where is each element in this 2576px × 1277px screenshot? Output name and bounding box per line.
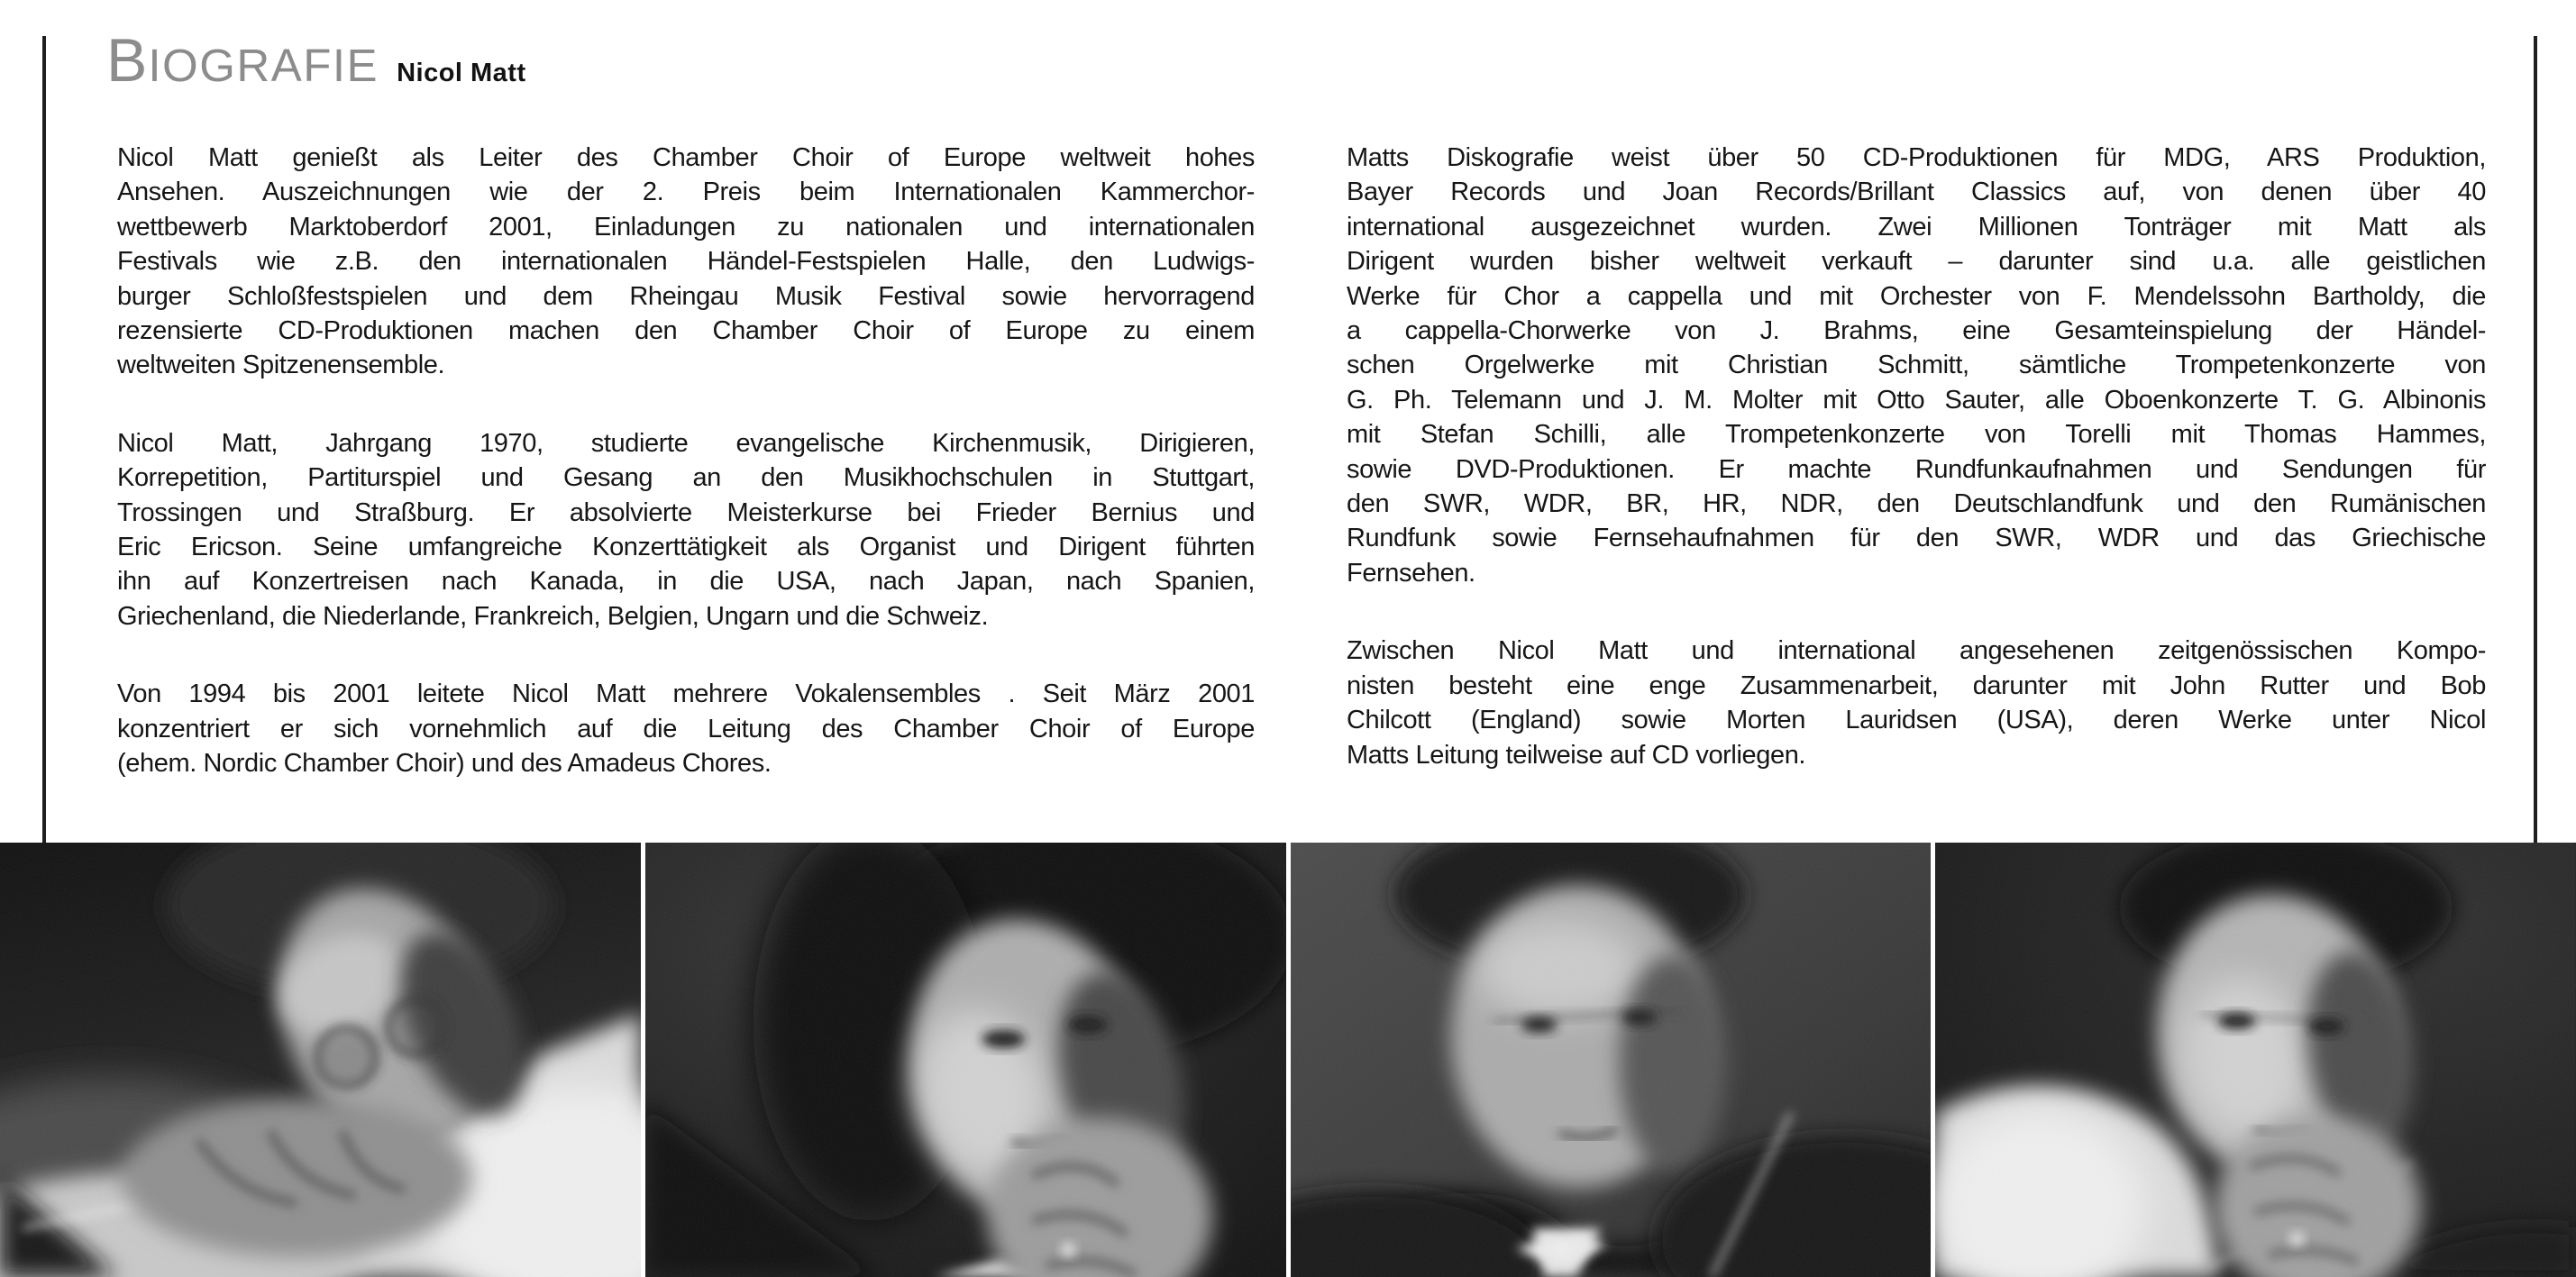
text-line: Zwischen Nicol Matt und international angesehenen zeitgenössischen Kompo- <box>1347 636 2486 666</box>
paragraph <box>1347 634 2486 772</box>
text-line: a cappella-Chorwerke von J. Brahms, eine Gesamteinspielung der Händel- <box>1347 316 2486 346</box>
text-line: Chilcott (England) sowie Morten Lauridsen (USA), deren Werke unter Nicol <box>1347 706 2486 735</box>
photo-4 <box>1935 843 2576 1277</box>
photo-2 <box>645 843 1286 1277</box>
text-line: Bayer Records und Joan Records/Brillant Classics auf, von denen über 40 <box>1347 178 2486 207</box>
text-line: Rundfunk sowie Fernsehaufnahmen für den SWR, WDR und das Griechische <box>1347 524 2486 553</box>
text-line: Von 1994 bis 2001 leitete Nicol Matt mehrere Vokalensembles . Seit März 2001 <box>117 680 1255 709</box>
text-line: burger Schloßfestspielen und dem Rheingau Musik Festival sowie hervorragend <box>117 281 1255 311</box>
portrait-tailcoat-bowtie <box>1291 843 1932 1277</box>
text-line: Festivals wie z.B. den internationalen Händel-Festspielen Halle, den Ludwigs- <box>117 247 1255 277</box>
text-line: wettbewerb Marktoberdorf 2001, Einladungen zu nationalen und internationalen <box>117 212 1255 242</box>
text-line: nisten besteht eine enge Zusammenarbeit, darunter mit John Rutter und Bob <box>1347 670 2486 700</box>
paragraph <box>117 426 1255 634</box>
right-vertical-rule <box>2534 36 2537 843</box>
text-line: rezensierte CD-Produktionen machen den Chamber Choir of Europe zu einem <box>117 316 1255 346</box>
right-column <box>1347 141 2486 772</box>
photo-strip <box>0 843 2576 1277</box>
text-line: Korrepetition, Partiturspiel und Gesang an den Musikhochschulen in Stuttgart, <box>117 463 1255 493</box>
text-line: Ansehen. Auszeichnungen wie der 2. Preis beim Internationalen Kammerchor- <box>117 178 1255 207</box>
portrait-white-shirt-baton <box>1935 843 2576 1277</box>
text-line: schen Orgelwerke mit Christian Schmitt, sämtliche Trompetenkonzerte von <box>1347 351 2486 380</box>
text-line: Matts Diskografie weist über 50 CD-Produktionen für MDG, ARS Produktion, <box>1347 143 2486 172</box>
page-title <box>106 25 526 96</box>
subtitle: Nicol Matt <box>397 59 526 87</box>
text-line: Eric Ericson. Seine umfangreiche Konzerttätigkeit als Organist und Dirigent führten <box>117 533 1255 562</box>
text-line: Fernsehen. <box>1347 558 1475 588</box>
text-line: Werke für Chor a cappella und mit Orchester von F. Mendelssohn Bartholdy, die <box>1347 281 2486 311</box>
text-line: Dirigent wurden bisher weltweit verkauft – darunter sind u.a. alle geistlichen <box>1347 247 2486 277</box>
text-line: G. Ph. Telemann und J. M. Molter mit Otto Sauter, alle Oboenkonzerte T. G. Albinonis <box>1347 385 2486 415</box>
portrait-chin-on-hand <box>645 843 1286 1277</box>
text-line: den SWR, WDR, BR, HR, NDR, den Deutschlandfunk und den Rumänischen <box>1347 489 2486 519</box>
paragraph <box>117 141 1255 383</box>
text-line: mit Stefan Schilli, alle Trompetenkonzerte von Torelli mit Thomas Hammes, <box>1347 420 2486 450</box>
paragraph <box>117 677 1255 780</box>
text-line: Nicol Matt genießt als Leiter des Chamber Choir of Europe weltweit hohes <box>117 143 1255 172</box>
text-line: konzentriert er sich vornehmlich auf die Leitung des Chamber Choir of Europe <box>117 714 1255 743</box>
portrait-baton-crossed-arms <box>0 843 641 1277</box>
text-line: ihn auf Konzertreisen nach Kanada, in die USA, nach Japan, nach Spanien, <box>117 567 1255 597</box>
text-line: Griechenland, die Niederlande, Frankreich, Belgien, Ungarn und die Schweiz. <box>117 601 989 631</box>
photo-1 <box>0 843 641 1277</box>
paragraph <box>1347 141 2486 590</box>
text-line: sowie DVD-Produktionen. Er machte Rundfunkaufnahmen und Sendungen für <box>1347 454 2486 484</box>
text-line: Trossingen und Straßburg. Er absolvierte Meisterkurse bei Frieder Bernius und <box>117 497 1255 527</box>
text-line: weltweiten Spitzenensemble. <box>117 351 445 380</box>
left-column <box>117 141 1255 781</box>
photo-3 <box>1291 843 1932 1277</box>
text-line: Nicol Matt, Jahrgang 1970, studierte evangelische Kirchenmusik, Dirigieren, <box>117 428 1255 458</box>
text-line: Matts Leitung teilweise auf CD vorliegen. <box>1347 740 1806 770</box>
text-line: international ausgezeichnet wurden. Zwei Millionen Tonträger mit Matt als <box>1347 212 2486 242</box>
left-vertical-rule <box>42 36 46 843</box>
title-text: IOGRAFIE <box>148 40 379 91</box>
text-line: (ehem. Nordic Chamber Choir) und des Amadeus Chores. <box>117 749 772 779</box>
title-initial: B <box>106 26 149 95</box>
